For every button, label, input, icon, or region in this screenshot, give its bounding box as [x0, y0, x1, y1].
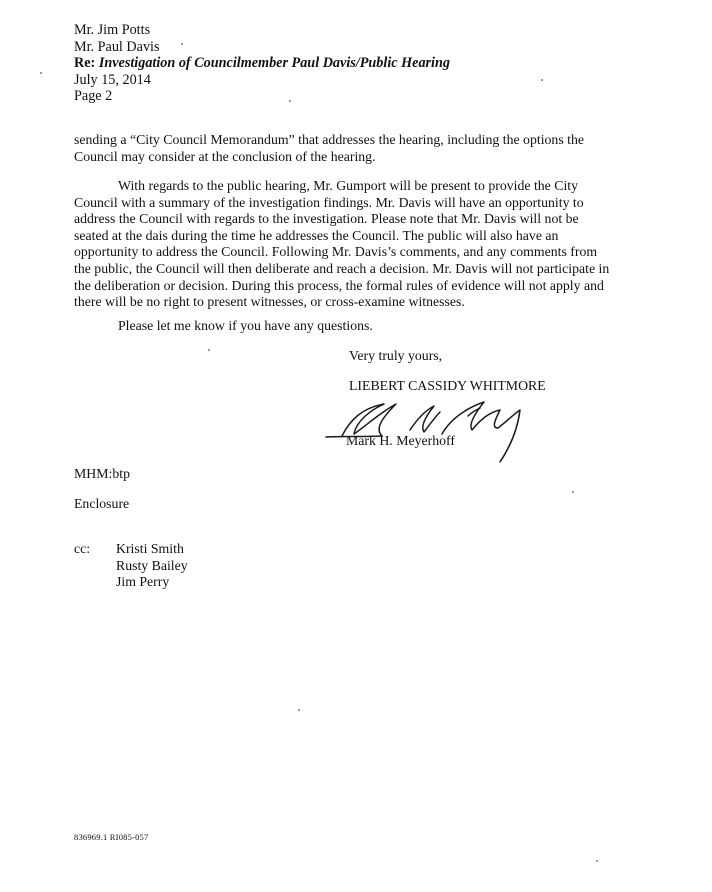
- letter-date: July 15, 2014: [74, 71, 151, 88]
- signer-name: Mark H. Meyerhoff: [346, 433, 455, 448]
- scan-speck: [289, 100, 291, 102]
- cc-name: Rusty Bailey: [116, 557, 188, 573]
- re-label: Re:: [74, 55, 96, 72]
- firm-name: LIEBERT CASSIDY WHITMORE: [349, 378, 546, 393]
- document-code: 836969.1 RI085-057: [74, 832, 149, 842]
- cc-name: Jim Perry: [116, 574, 170, 590]
- cc-label: cc:: [74, 541, 91, 556]
- recipient-1: Mr. Jim Potts: [74, 22, 151, 38]
- scan-speck: [572, 491, 574, 493]
- subject-line: [74, 55, 450, 72]
- scan-speck: [596, 860, 598, 862]
- recipient-2: Mr. Paul Davis: [74, 38, 160, 55]
- paragraph-3: Please let me know if you have any questions.: [118, 318, 373, 333]
- letter-header: [74, 22, 450, 105]
- scan-speck: [181, 43, 183, 45]
- scan-speck: [541, 79, 543, 81]
- re-subject: Investigation of Councilmember Paul Davis/Public Hearing: [98, 55, 450, 72]
- reference-initials: MHM:btp: [74, 466, 130, 481]
- scan-speck: [208, 349, 210, 351]
- closing-salutation: Very truly yours,: [349, 348, 443, 363]
- page-number: Page 2: [74, 88, 113, 105]
- signature-block: [322, 400, 542, 470]
- enclosure-note: Enclosure: [74, 496, 130, 511]
- scan-speck: [40, 72, 42, 74]
- cc-name: Kristi Smith: [116, 541, 184, 556]
- cc-list: [116, 541, 188, 591]
- paragraph-1: sending a “City Council Memorandum” that addresses the hearing, including the options the Council may consider at the conclusion of the hearing.: [74, 132, 584, 164]
- scan-speck: [298, 709, 300, 711]
- paragraph-2: With regards to the public hearing, Mr. Gumport will be present to provide the City Council with a summary of the investigation findings. Mr. Davis will have an opportunity to address the Council with regards to the investigation. Please note that Mr. Davis will not be seated at the dais during the time he addresses the Council. The public will also have an opportunity to address the Council. Following Mr. Davis’s comments, and any comments from the public, the Council will then deliberate and reach a decision. Mr. Davis will not participate in the deliberation or decision. During this process, the formal rules of evidence will not apply and there will be no right to present witnesses, or cross-examine witnesses.: [74, 178, 610, 310]
